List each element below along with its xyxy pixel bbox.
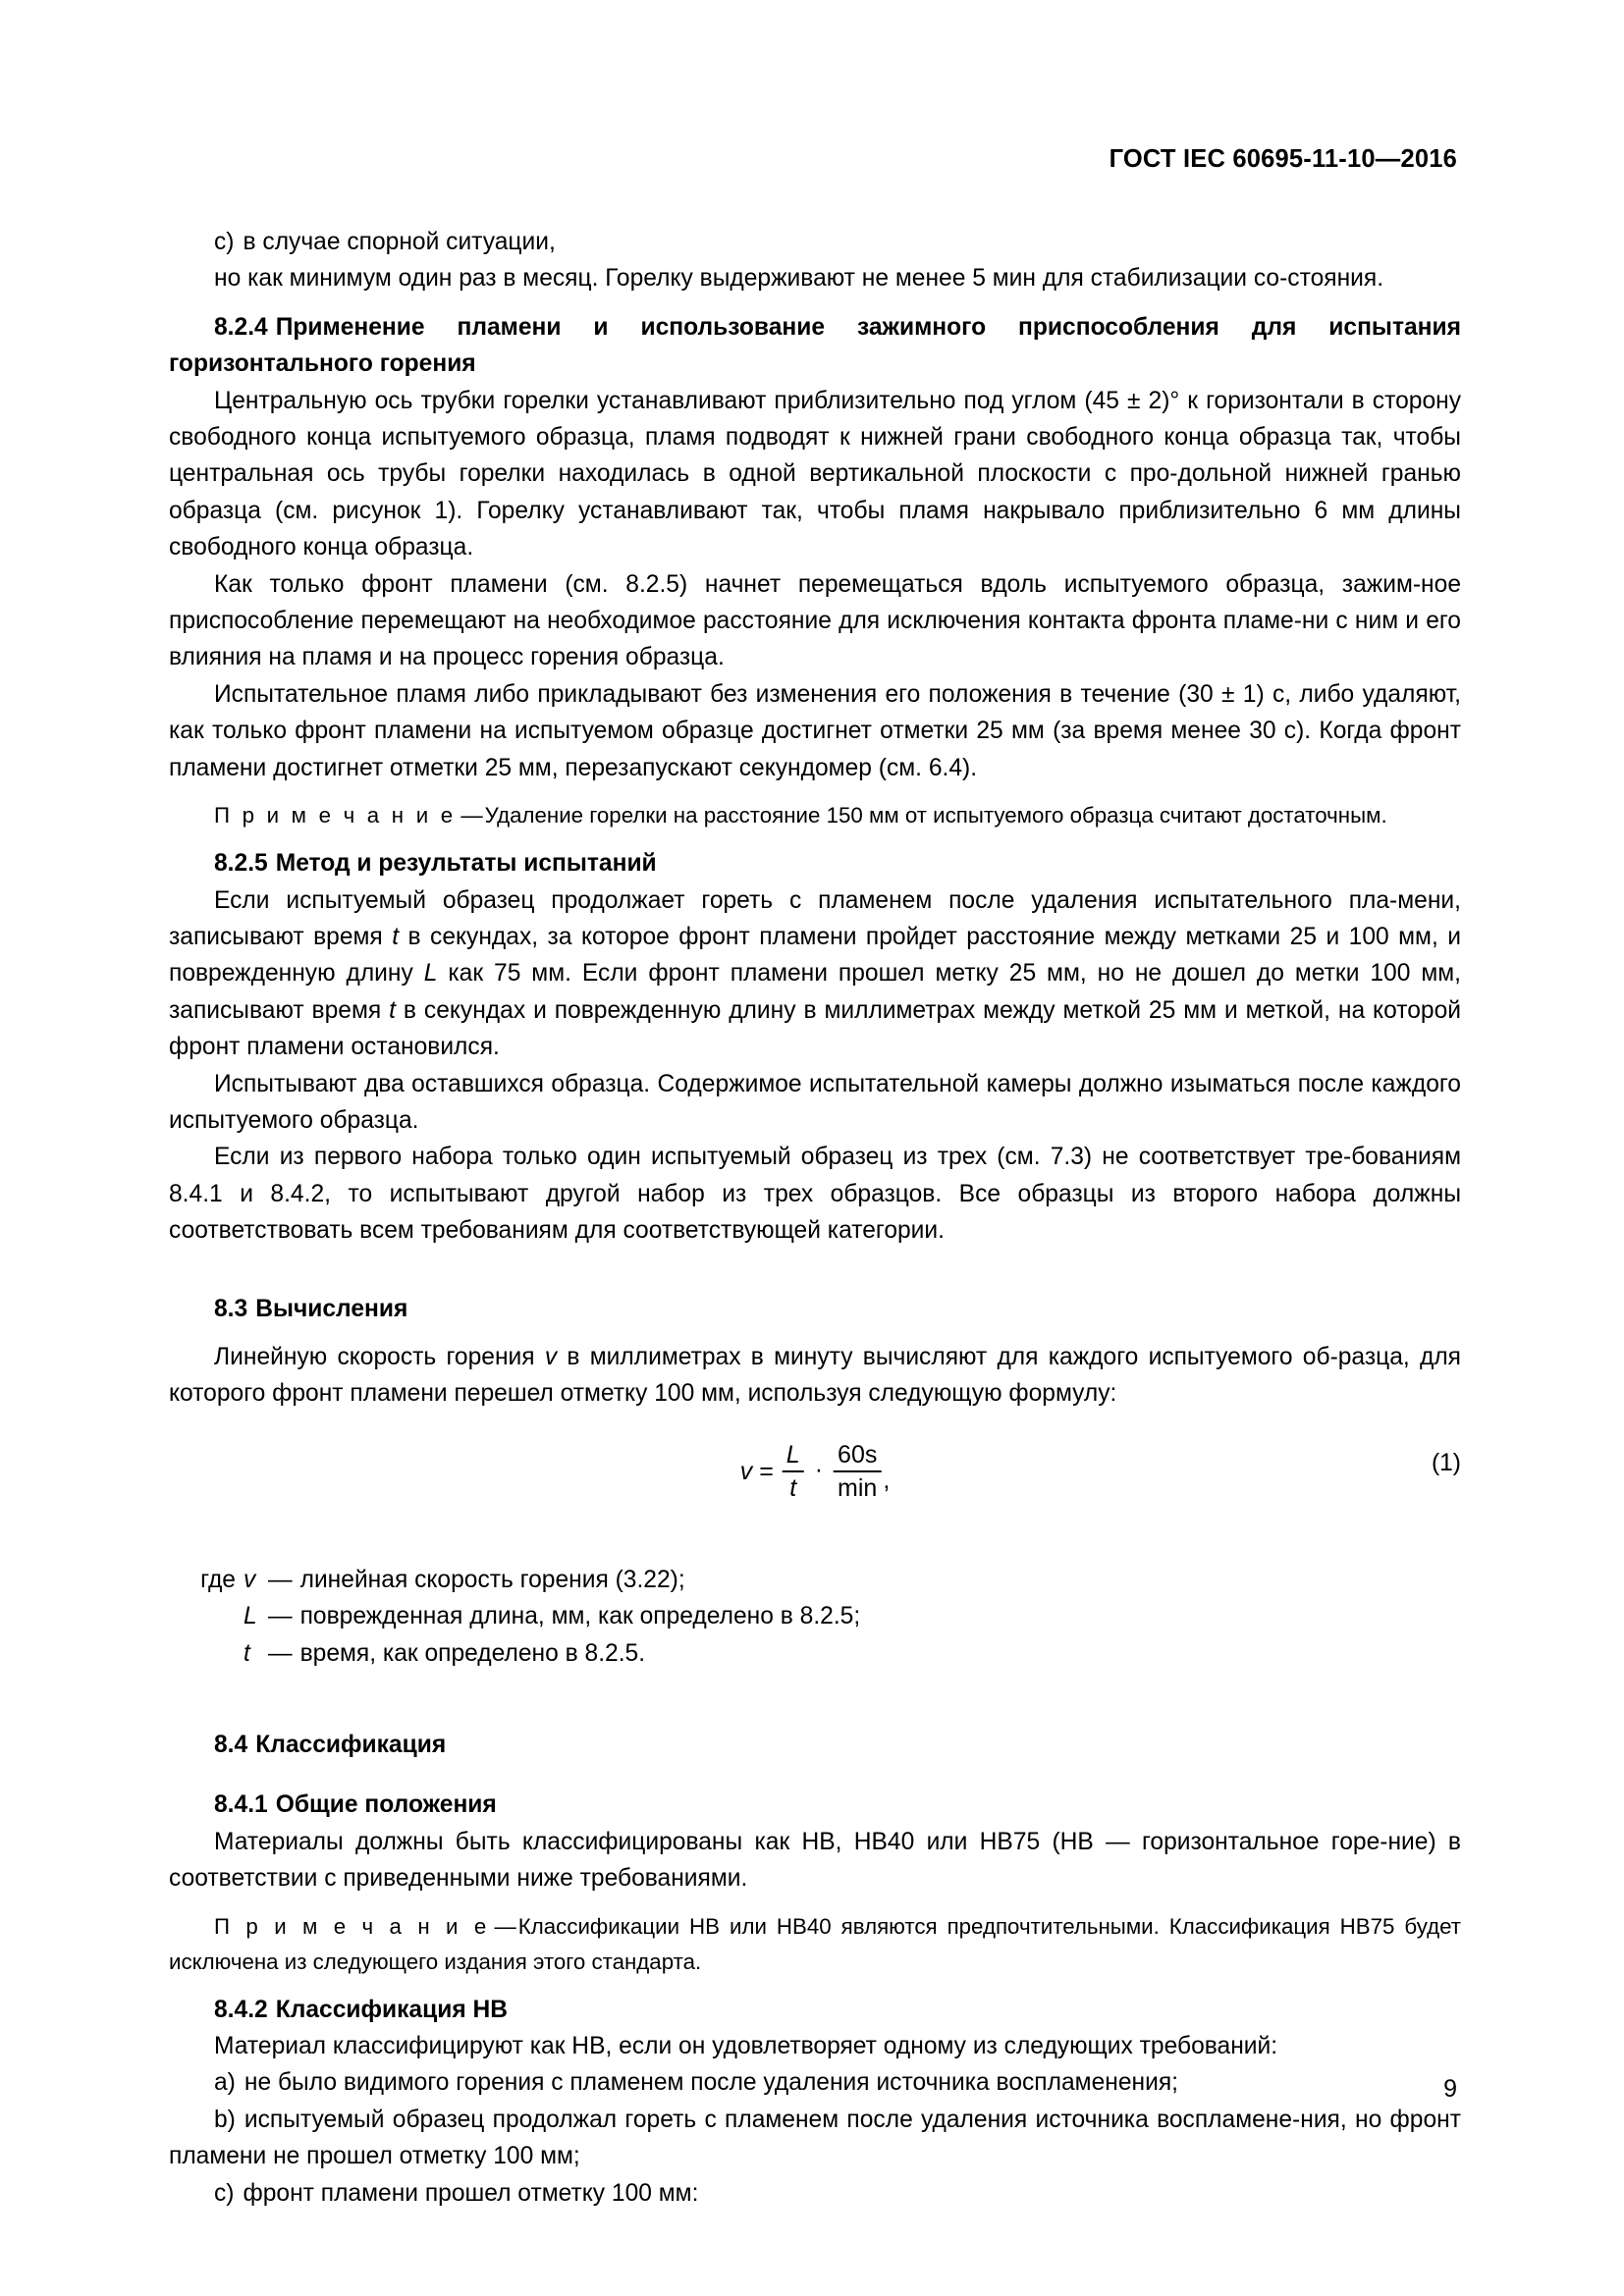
heading-8-2-4 (169, 309, 1461, 383)
heading-8-4 (169, 1727, 1461, 1763)
paragraph-after-list: но как минимум один раз в месяц. Горелку выдерживают не менее 5 мин для стабилизации со-стояния. (214, 265, 1384, 293)
note-dash: — (460, 803, 483, 828)
list-marker: c) (214, 229, 235, 255)
heading-8-3 (169, 1291, 1461, 1327)
text-run: Линейную скорость горения (214, 1343, 545, 1370)
text-run: в секундах и поврежденную длину в миллиметрах между меткой 25 мм и меткой, на которой фронт пламени остановился. (169, 996, 1461, 1061)
page-number: 9 (1443, 2075, 1457, 2103)
note-label: П р и м е ч а н и е (214, 803, 457, 828)
fraction-denominator: t (789, 1474, 797, 1503)
fraction-L-over-t (783, 1442, 804, 1502)
note-dash: — (494, 1913, 516, 1939)
heading-title: Классификация (255, 1732, 447, 1758)
fraction-numerator: L (785, 1440, 800, 1468)
paragraph-8-2-5-3: Если из первого набора только один испытуемый образец из трех (см. 7.3) не соответствует тре-бованиям 8.4.1 и 8.4.2, то испытывают другой набор из трех образцов. Все образцы из второго набора должны соответствовать всем требованиям для соответствующей категории. (169, 1144, 1461, 1245)
heading-title: Метод и результаты испытаний (275, 850, 657, 878)
where-symbol: v (244, 1566, 256, 1593)
where-dash: — (268, 1639, 293, 1667)
variable-L: L (423, 960, 438, 988)
heading-number: 8.2.4 (214, 313, 268, 341)
heading-number: 8.4.1 (214, 1791, 268, 1819)
paragraph-8-2-4-1: Центральную ось трубки горелки устанавливают приблизительно под углом (45 ± 2)° к горизонтали в сторону свободного конца испытуемого образца, пламя подводят к нижней грани свободного конца образца так, чтобы центральная ось трубы горелки находилась в одной вертикальной плоскости с про-дольной нижней гранью образца (см. рисунок 1). Горелку устанавливают так, чтобы пламя накрывало приблизительно 6 мм длины свободного конца образца. (169, 387, 1461, 561)
formula-block (169, 1436, 1461, 1538)
fraction-denominator: min (838, 1474, 878, 1503)
fraction-bar (783, 1470, 804, 1472)
where-definitions-list (169, 1562, 1461, 1672)
formula-trailing-comma: , (883, 1467, 891, 1495)
fraction-numerator: 60s (838, 1440, 878, 1468)
page-header (167, 145, 1457, 179)
heading-8-2-5 (169, 845, 1461, 881)
note-8-4-1 (169, 1909, 1461, 1980)
heading-title: Общие положения (275, 1791, 497, 1819)
list-marker: b) (214, 2106, 236, 2133)
variable-t: t (392, 923, 400, 950)
where-symbol: L (244, 1603, 257, 1630)
where-text: время, как определено в 8.2.5. (299, 1639, 646, 1667)
heading-title: Вычисления (255, 1295, 408, 1322)
page-content (169, 224, 1461, 2212)
heading-number: 8.3 (214, 1295, 248, 1322)
note-8-2-4 (169, 798, 1461, 833)
formula-number: (1) (1431, 1449, 1461, 1476)
list-item-text: в случае спорной ситуации, (243, 229, 556, 255)
text-run: Если испытуемый образец продолжает гореть с пламенем после удаления испытательного пла-мени, записывают время (169, 886, 1461, 950)
text-run: в миллиметрах в минуту вычисляют для каждого испытуемого об-разца, для которого фронт пламени перешел отметку 100 мм, используя следующую формулу: (169, 1343, 1461, 1408)
paragraph-8-2-5-1 (169, 882, 1461, 1066)
where-row (169, 1598, 1461, 1634)
where-row (169, 1635, 1461, 1672)
where-dash: — (268, 1603, 293, 1630)
variable-v: v (544, 1343, 558, 1370)
formula-equals: = (759, 1457, 774, 1485)
list-marker: a) (214, 2069, 236, 2097)
paragraph-8-2-5-2: Испытывают два оставшихся образца. Содержимое испытательной камеры должно изыматься после каждого испытуемого образца. (169, 1070, 1461, 1134)
text-run: как 75 мм. Если фронт пламени прошел метку 25 мм, но не дошел до метки 100 мм, записывают время (169, 960, 1461, 1024)
heading-number: 8.2.5 (214, 850, 268, 878)
where-symbol: t (244, 1639, 250, 1667)
heading-8-4-1 (169, 1787, 1461, 1823)
note-label: П р и м е ч а н и е (214, 1913, 490, 1939)
list-item-text: фронт пламени прошел отметку 100 мм: (243, 2179, 699, 2207)
where-text: поврежденная длина, мм, как определено в 8.2.5; (299, 1603, 861, 1630)
list-item-text: испытуемый образец продолжал гореть с пламенем после удаления источника воспламене-ния, но фронт пламени не прошел отметку 100 мм; (169, 2106, 1461, 2170)
paragraph-8-2-4-3: Испытательное пламя либо прикладывают без изменения его положения в течение (30 ± 1) с, либо удаляют, как только фронт пламени на испытуемом образце достигнет отметки 25 мм (за время менее 30 с). Когда фронт пламени достигнет отметки 25 мм, перезапускают секундомер (см. 6.4). (169, 680, 1461, 781)
formula-multiply-operator: · (814, 1455, 824, 1483)
paragraph-8-4-1: Материалы должны быть классифицированы как HB, HB40 или HB75 (HB — горизонтальное горе-ние) в соответствии с приведенными ниже требованиями. (169, 1828, 1461, 1893)
variable-t: t (389, 996, 396, 1024)
paragraph-8-3-1 (169, 1339, 1461, 1413)
where-lead: где (200, 1566, 236, 1593)
list-item-text: не было видимого горения с пламенем после удаления источника воспламенения; (244, 2069, 1178, 2097)
standard-identifier: ГОСТ IEC 60695-11-10—2016 (1109, 145, 1457, 173)
paragraph-8-4-2-lead: Материал классифицируют как HB, если он удовлетворяет одному из следующих требований: (214, 2033, 1278, 2060)
list-item (169, 2064, 1461, 2101)
paragraph-8-2-4-2: Как только фронт пламени (см. 8.2.5) начнет перемещаться вдоль испытуемого образца, зажим-ное приспособление перемещают на необходимое расстояние для исключения контакта фронта пламе-ни с ним и его влияния на пламя и на процесс горения образца. (169, 570, 1461, 671)
list-item (169, 2102, 1461, 2175)
heading-title: Применение пламени и использование зажимного приспособления для испытания горизонтального горения (169, 313, 1461, 378)
where-dash: — (268, 1566, 293, 1593)
fraction-bar (834, 1470, 881, 1472)
where-row (169, 1562, 1461, 1598)
heading-number: 8.4.2 (214, 1996, 268, 2023)
formula-lhs: v (739, 1457, 753, 1485)
heading-title: Классификация HB (275, 1996, 509, 2023)
text-run: в секундах, за которое фронт пламени пройдет расстояние между метками 25 и 100 мм, и поврежденную длину (169, 923, 1461, 988)
list-marker: c) (214, 2179, 235, 2207)
note-text: Классификации HB или HB40 являются предпочтительными. Классификация HB75 будет исключена из следующего издания этого стандарта. (169, 1913, 1461, 1974)
list-item (169, 224, 1461, 260)
heading-number: 8.4 (214, 1732, 248, 1758)
list-item (169, 2175, 1461, 2212)
formula-expression (740, 1442, 891, 1502)
heading-8-4-2 (169, 1992, 1461, 2028)
note-text: Удаление горелки на расстояние 150 мм от испытуемого образца считают достаточным. (484, 803, 1387, 828)
fraction-60s-over-min (834, 1442, 881, 1502)
where-text: линейная скорость горения (3.22); (299, 1566, 685, 1593)
